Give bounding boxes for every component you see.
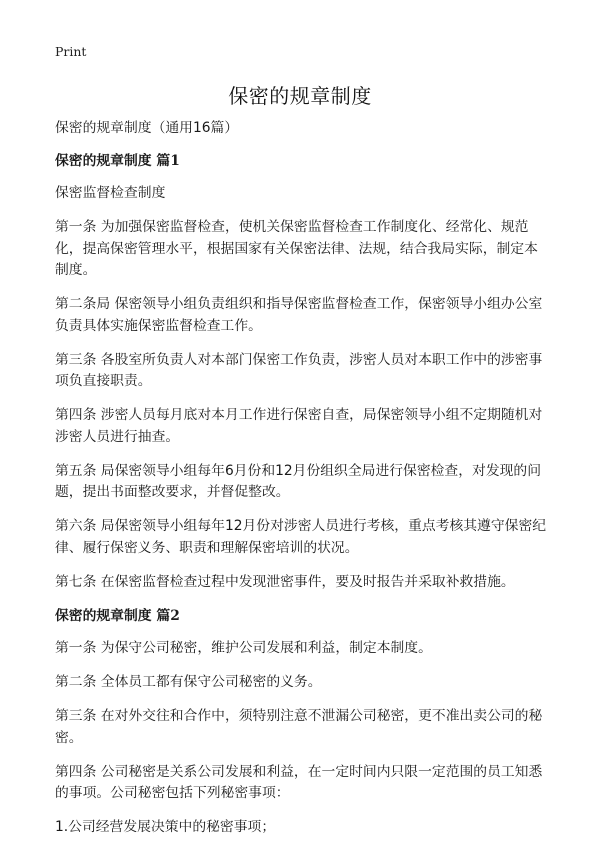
document-title: 保密的规章制度 [228, 84, 372, 108]
document-body [55, 118, 550, 851]
print-label: Print [55, 44, 87, 59]
paragraph: 第二条局 保密领导小组负责组织和指导保密监督检查工作，保密领导小组办公室负责具体实施保密监督检查工作。 [55, 296, 543, 334]
paragraph: 1.公司经营发展决策中的秘密事项； [55, 819, 276, 835]
section-heading-number: 1 [170, 152, 180, 169]
paragraph: 第一条 为保守公司秘密，维护公司发展和利益，制定本制度。 [55, 640, 432, 656]
paragraph: 第六条 局保密领导小组每年12月份对涉密人员进行考核，重点考核其遵守保密纪律、履行保密义务、职责和理解保密培训的状况。 [55, 518, 547, 556]
paragraph: 第一条 为加强保密监督检查，使机关保密监督检查工作制度化、经常化、规范化，提高保密管理水平，根据国家有关保密法律、法规，结合我局实际，制定本制度。 [55, 219, 538, 278]
section-heading-text: 保密的规章制度 篇 [55, 152, 171, 169]
paragraph: 保密监督检查制度 [55, 185, 166, 201]
paragraph: 第二条 全体员工都有保守公司秘密的义务。 [55, 674, 322, 690]
section-heading-2 [55, 606, 550, 628]
section-heading-number: 2 [170, 607, 180, 624]
section-heading-1 [55, 151, 550, 173]
paragraph: 第四条 涉密人员每月底对本月工作进行保密自查，局保密领导小组不定期随机对涉密人员进行抽查。 [55, 407, 543, 445]
paragraph: 第三条 在对外交往和合作中，须特别注意不泄漏公司秘密，更不准出卖公司的秘密。 [55, 708, 543, 746]
document-subtitle: 保密的规章制度（通用16篇） [55, 120, 239, 136]
paragraph: 第三条 各股室所负责人对本部门保密工作负责，涉密人员对本职工作中的涉密事项负直接职责。 [55, 351, 543, 389]
section-heading-text: 保密的规章制度 篇 [55, 607, 171, 624]
paragraph: 第四条 公司秘密是关系公司发展和利益，在一定时间内只限一定范围的员工知悉的事项。公司秘密包括下列秘密事项： [55, 763, 543, 801]
paragraph: 第五条 局保密领导小组每年6月份和12月份组织全局进行保密检查，对发现的问题，提出书面整改要求，并督促整改。 [55, 462, 542, 500]
paragraph: 第七条 在保密监督检查过程中发现泄密事件，要及时报告并采取补救措施。 [55, 573, 515, 590]
